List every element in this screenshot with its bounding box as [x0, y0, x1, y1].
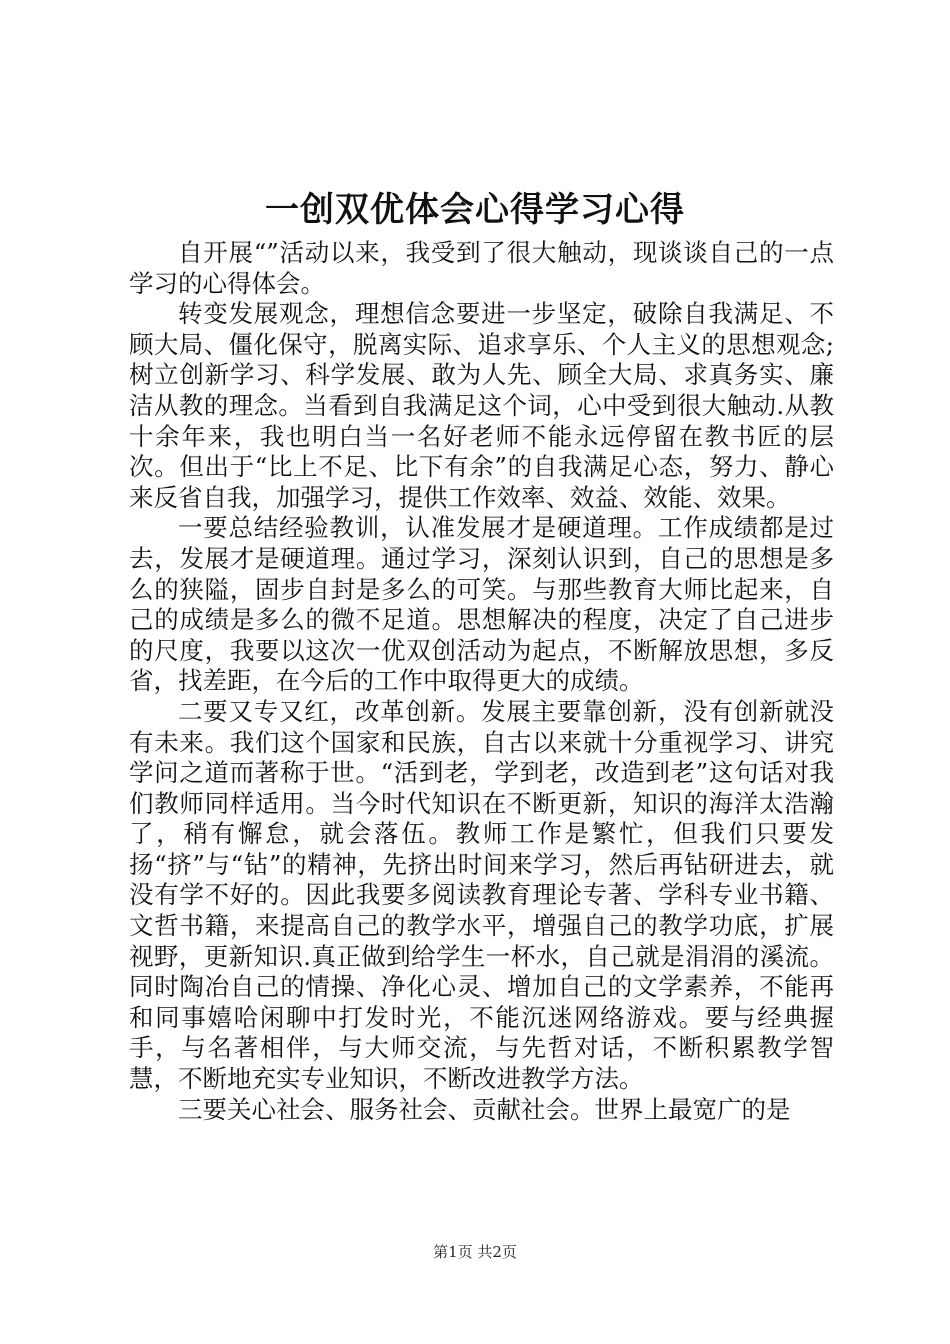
paragraph-second-point: 二要又专又红，改革创新。发展主要靠创新，没有创新就没有未来。我们这个国家和民族，自古以来就十分重视学习、讲究学问之道而著称于世。“活到老，学到老，改造到老”这句话对我们教师同样适用。当今时代知识在不断更新，知识的海洋太浩瀚了，稍有懈怠，就会落伍。教师工作是繁忙，但我们只要发扬“挤”与“钻”的精神，先挤出时间来学习，然后再钻研进去，就没有学不好的。因此我要多阅读教育理论专著、学科专业书籍、文哲书籍，来提高自己的教学水平，增强自己的教学功底，扩展视野，更新知识.真正做到给学生一杯水，自己就是涓涓的溪流。同时陶冶自己的情操、净化心灵、增加自己的文学素养，不能再和同事嬉哈闲聊中打发时光，不能沉迷网络游戏。要与经典握手，与名著相伴，与大师交流，与先哲对话，不断积累教学智慧，不断地充实专业知识，不断改进教学方法。 [129, 696, 834, 1094]
page-number-footer: 第1页 共2页 [433, 1243, 517, 1261]
paragraph-third-point: 三要关心社会、服务社会、贡献社会。世界上最宽广的是 [178, 1094, 791, 1124]
paragraph-intro: 自开展“”活动以来，我受到了很大触动，现谈谈自己的一点学习的心得体会。 [129, 238, 834, 298]
document-title: 一创双优体会心得学习心得 [265, 190, 685, 230]
document-body [129, 238, 834, 1125]
paragraph-first-point: 一要总结经验教训，认准发展才是硬道理。工作成绩都是过去，发展才是硬道理。通过学习，深刻认识到，自己的思想是多么的狭隘，固步自封是多么的可笑。与那些教育大师比起来，自己的成绩是多么的微不足道。思想解决的程度，决定了自己进步的尺度，我要以这次一优双创活动为起点，不断解放思想，多反省，找差距，在今后的工作中取得更大的成绩。 [129, 513, 834, 696]
paragraph-concept-change: 转变发展观念，理想信念要进一步坚定，破除自我满足、不顾大局、僵化保守，脱离实际、追求享乐、个人主义的思想观念;树立创新学习、科学发展、敢为人先、顾全大局、求真务实、廉洁从教的理念。当看到自我满足这个词，心中受到很大触动.从教十余年来，我也明白当一名好老师不能永远停留在教书匠的层次。但出于“比上不足、比下有余”的自我满足心态，努力、静心来反省自我，加强学习，提供工作效率、效益、效能、效果。 [129, 299, 834, 512]
